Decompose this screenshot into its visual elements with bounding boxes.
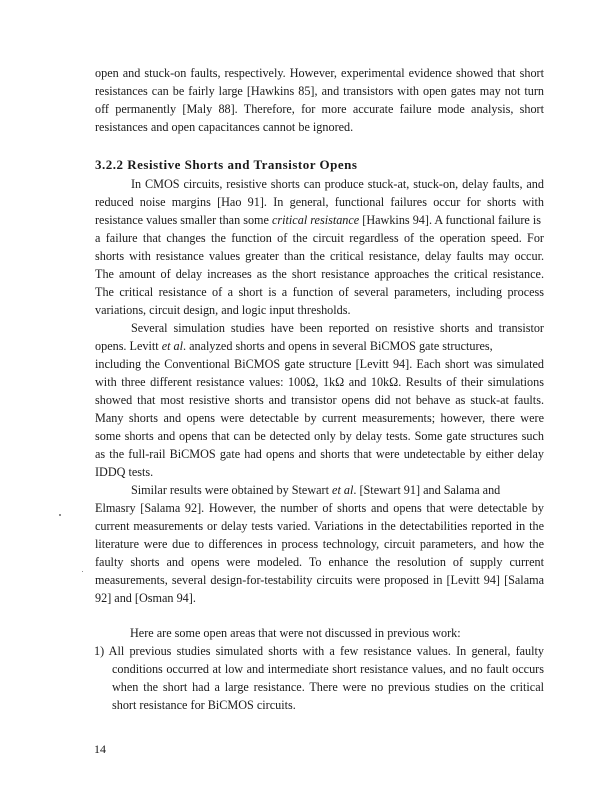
text-line: resistances can be fairly large [Hawkins 85], and transistors with open gates may not turn [95,84,544,98]
text-span: opens. Levitt [95,339,162,353]
text-line [131,483,544,497]
text-line: literature were due to differences in process technology, circuit parameters, and how the [95,537,544,551]
text-line: off permanently [Maly 88]. Therefore, for more accurate failure mode analysis, short [95,102,544,116]
text-line: some shorts and opens that can be detected only by delay tests. Some gate structures such [95,429,544,443]
text-span: [Hawkins 94]. A functional failure is [359,213,541,227]
text-line: 92] and [Osman 94]. [95,591,196,605]
text-line: IDDQ tests. [95,465,154,479]
scan-speck [59,514,61,516]
text-span: resistance values smaller than some [95,213,272,227]
text-line [95,339,544,353]
emphasis-et-al: et al [161,339,184,353]
text-line: a failure that changes the function of the circuit regardless of the operation speed. For [95,231,544,245]
text-span: . analyzed shorts and opens in several BiCMOS gate structures, [183,339,493,353]
text-span: Similar results were obtained by Stewart [131,483,333,497]
scan-speck [82,571,83,572]
text-line: resistances and open capacitances cannot be ignored. [95,120,354,134]
text-line: The critical resistance of a short is a function of several parameters, including process [95,285,544,299]
list-item-1: 1) All previous studies simulated shorts with a few resistance values. In general, faulty [94,644,544,658]
text-line: showed that most resistive shorts and transistor opens did not behave as stuck-at faults. [95,393,544,407]
text-line: with three different resistance values: 100Ω, 1kΩ and 10kΩ. Results of their simulations [95,375,544,389]
text-line: In CMOS circuits, resistive shorts can produce stuck-at, stuck-on, delay faults, and [131,177,544,191]
text-line [95,213,544,227]
emphasis-critical-resistance: critical resistance [272,213,360,227]
text-line: Many shorts and opens were detectable by current measurements; however, there were [95,411,544,425]
text-line: Several simulation studies have been reported on resistive shorts and transistor [131,321,544,335]
text-line: when the short had a large resistance. There were no previous studies on the critical [112,680,544,694]
text-line: Elmasry [Salama 92]. However, the number of shorts and opens that were detectable by [95,501,544,515]
text-line: including the Conventional BiCMOS gate structure [Levitt 94]. Each short was simulated [95,357,544,371]
text-line: shorts with resistance values greater than the critical resistance, delay faults may occur. [95,249,544,263]
text-line: as the full-rail BiCMOS gate had opens and shorts that were undetectable by either delay [95,447,544,461]
section-heading: 3.2.2 Resistive Shorts and Transistor Opens [95,157,358,172]
text-span: . [Stewart 91] and Salama and [353,483,501,497]
text-line: The amount of delay increases as the short resistance approaches the critical resistance. [95,267,544,281]
text-line: conditions occurred at low and intermediate short resistance values, and no fault occurs [112,662,544,676]
text-line: Here are some open areas that were not discussed in previous work: [130,626,461,640]
emphasis-et-al: et al [332,483,354,497]
text-line: faulty shorts and opens were modeled. To enhance the resolution of supply current [95,555,544,569]
page-number: 14 [94,742,106,756]
text-line: open and stuck-on faults, respectively. However, experimental evidence showed that short [95,66,544,80]
text-line: measurements, several design-for-testability circuits were proposed in [Levitt 94] [Salama [95,573,544,587]
text-line: short resistance for BiCMOS circuits. [112,698,296,712]
text-line: variations, circuit design, and logic input thresholds. [95,303,351,317]
text-line: reduced noise margins [Hao 91]. In general, functional failures occur for shorts with [95,195,544,209]
text-line: current measurements or delay tests varied. Variations in the detectabilities reported in the [95,519,544,533]
